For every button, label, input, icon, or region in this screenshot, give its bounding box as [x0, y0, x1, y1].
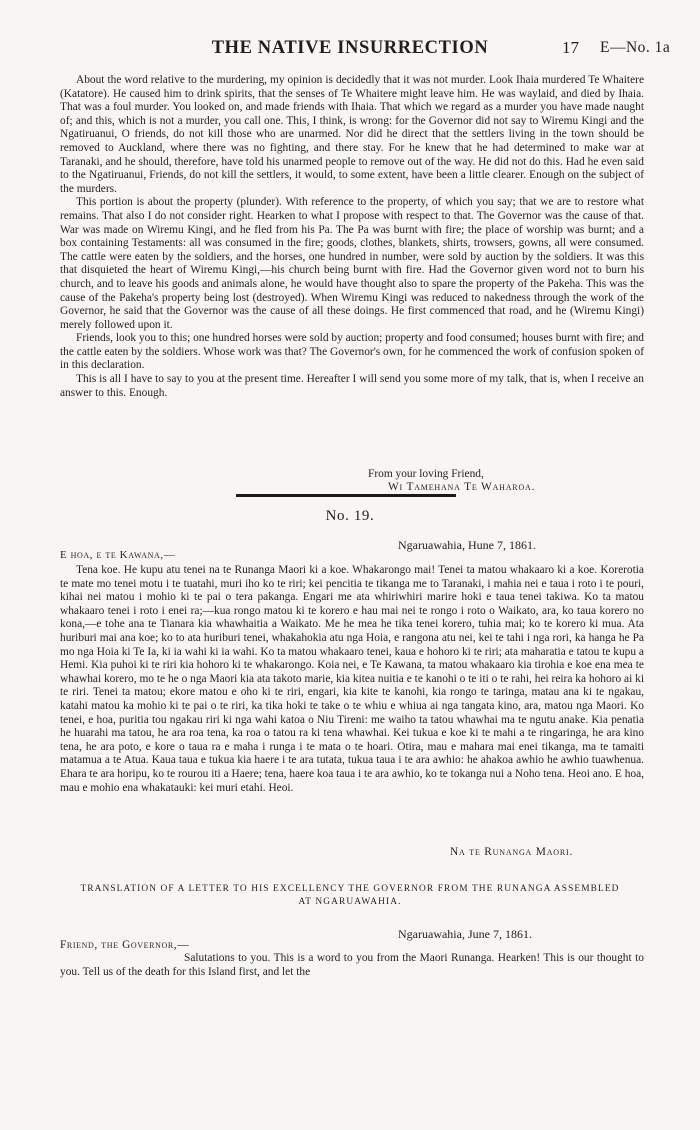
page-header: [0, 38, 700, 68]
paragraph: Salutations to you. This is a word to you from the Maori Runanga. Hearken! This is our thought to you. Tell us of the death for this Island first, and let the: [60, 952, 644, 978]
section-divider: [236, 494, 456, 497]
paragraph: This is all I have to say to you at the present time. Hereafter I will send you some more of my talk, that is, when I receive an answer to this. Enough.: [60, 373, 644, 399]
salutation-english: Friend, the Governor,—: [60, 939, 190, 951]
paragraph: About the word relative to the murdering, my opinion is decidedly that it was not murder. Look Ihaia murdered Te Whaitere (Katatore). He caused him to drink spirits, that the senses of Te Whaitere might leave him. He was waylaid, and died by Ihaia. That was a foul murder. You looked on, and made friends with Ihaia. That which we regard as a murder you have made naught of; and this, which is not a murder, you call one. This, I think, is wrong: for the Governor did not say to Wiremu Kingi and the Ngatiruanui, O friends, do not kill those who are unarmed. Nor did he direct that the settlers living in the town should be removed to Auckland, where there was no fighting, and there stay. For he knew that he had determined to make war at Taranaki, and he should, therefore, have told his unarmed people to remove out of the way. He did not do this. Had he even said to the Ngatiruanui, Friends, do not kill the settlers, it would, to some extent, have been a little clearer. Enough on the subject of the murders.: [60, 74, 644, 195]
translation-text: [60, 952, 644, 979]
translation-heading-line: TRANSLATION OF A LETTER TO HIS EXCELLENCY THE GOVERNOR FROM THE RUNANGA ASSEMBLED: [80, 884, 620, 894]
signature: Wi Tamehana Te Waharoa.: [388, 481, 536, 493]
letter-number-heading: No. 19.: [325, 508, 375, 524]
translation-heading-line: AT NGARUAWAHIA.: [298, 897, 402, 907]
salutation-maori: E hoa, e te Kawana,—: [60, 549, 176, 561]
document-reference: E—No. 1a: [600, 39, 671, 56]
page-number: 17: [562, 38, 579, 57]
paragraph: Tena koe. He kupu atu tenei na te Runanga Maori ki a koe. Whakarongo mai! Tenei ta matou whakaaro ki a koe. Korerotia te mate mo tenei motu i te tuatahi, muri iho ko te riri; kei pencitia te tikanga me to Taranaki, i mahia nei e taua i roto i te pouri, kihai nei matou i mohio ki te pai o tera pakanga. Engari me ata whiriwhiri marire hoki e taua tenei takiwa. Ko ta matou whakaaro tenei i roto i enei ra;—kua rongo matou ki te korero e hau mai nei te rongo i roto o Waikato, ara, ko taua korero no kona,—e tohe ana te Tianara kia whawhaitia a Waikato. Me he mea he tika tenei korero, tuhia mai; ko te korero ki mua. Ata huriburi mai ana koe; ko to ata huriburi tenei, whakahokia atu nga Hoia, e rangona atu nei, kei te tahi i nga rori, ka hanga he Pa mo nga Hoia ki Te Ia, ki ia wahi ki ia wahi. Ko ta matou whakaaro tenei, kaua e hohoro ki te riri; ata maharatia e tatou te kupu a Hemi. Kia puhoi ki te riri kia hohoro ki te whakarongo. Koia nei, e Te Kawana, ta matou whakaaro kia tirohia e koe ena mea te whawhai korero, mo te he o nga Maori kia ata takoto marie, kia kitea nuitia e te kanohi o te iti o te rahi, hei reira ka hohoro ai ki te riri. Tenei ta matou; ekore matou e oho ki te riri, engari, kia kite te kanohi, kia rongo te taringa, matau ana ki te ngakau, katahi matou ka mohio ki te pai o te riri, ka tika hoki te take o te whiu e whiua ai nga tangata kino, ara, matou nga Maori. Ko tenei, e hoa, puritia tou ngakau riri ki nga wahi katoa o Niu Tireni: me waiho ta tatou whawhai ma te ngutu anake. Kia penatia he huarahi ma tatou, he ara roa tena, ka roa o tatou ra ki tena whawhai. Kei tukua e koe ki te mahi a te ringaringa, he ara kino tena, he ara poto, e kore o taua ra e maha i runga i te mata o te hoari. Otira, mau e mahara mai enei tikanga, ma te tamaiti matamua a te Atua. Kaua taua e tukua kia haere i te ara tutata, tukua taua i te ara awhio: he ahakoa awhio he awhio tuawhenua. Ehara te ara horipu, ko te rourou iti a Haere; tena, haere koa taua i te ara awhio, ko te tokanga nui a Noho tena. Heoi ano. E hoa, mau e mohio ena whakatauki: kei muri etahi. Heoi.: [60, 564, 644, 794]
letter-maori-text: [60, 564, 644, 795]
translation-heading: [60, 883, 640, 909]
signature: Na te Runanga Maori.: [450, 846, 574, 858]
running-title: THE NATIVE INSURRECTION: [211, 38, 489, 58]
dateline-english: Ngaruawahia, June 7, 1861.: [398, 927, 532, 941]
dateline-maori: Ngaruawahia, Hune 7, 1861.: [398, 538, 536, 552]
paragraph: Friends, look you to this; one hundred horses were sold by auction; property and food consumed; houses burnt with fire; and the cattle eaten by the soldiers. Whose work was that? The Governor's own, for he commenced the work of confusion spoken of in this declaration.: [60, 332, 644, 372]
closing-line: From your loving Friend,: [368, 468, 484, 480]
paragraph: This portion is about the property (plunder). With reference to the property, of which you say; that we are to restore what remains. That also I do not consider right. Hearken to what I propose with respect to that. The Governor was the cause of that. War was made on Wiremu Kingi, and he fled from his Pa. The Pa was burnt with fire; the place of worship was burnt; and a box containing Testaments: all was consumed in the fire; goods, clothes, blankets, shirts, trowsers, gowns, all were consumed. The cattle were eaten by the soldiers, and the horses, one hundred in number, were sold by auction by the soldiers. It was this that disquieted the heart of Wiremu Kingi,—his church being burnt with fire. Had the Governor given word not to burn his church, and to leave his goods and animals alone, he would have thought also to spare the property of the Pakeha. This was the cause of the Pakeha's property being lost (destroyed). When Wiremu Kingi was reduced to nakedness through the work of the Governor, he said that the Governor was the cause of all these doings. He first commenced that road, and he (Wiremu Kingi) merely followed upon it.: [60, 196, 644, 331]
section-continued-letter: [60, 74, 644, 400]
